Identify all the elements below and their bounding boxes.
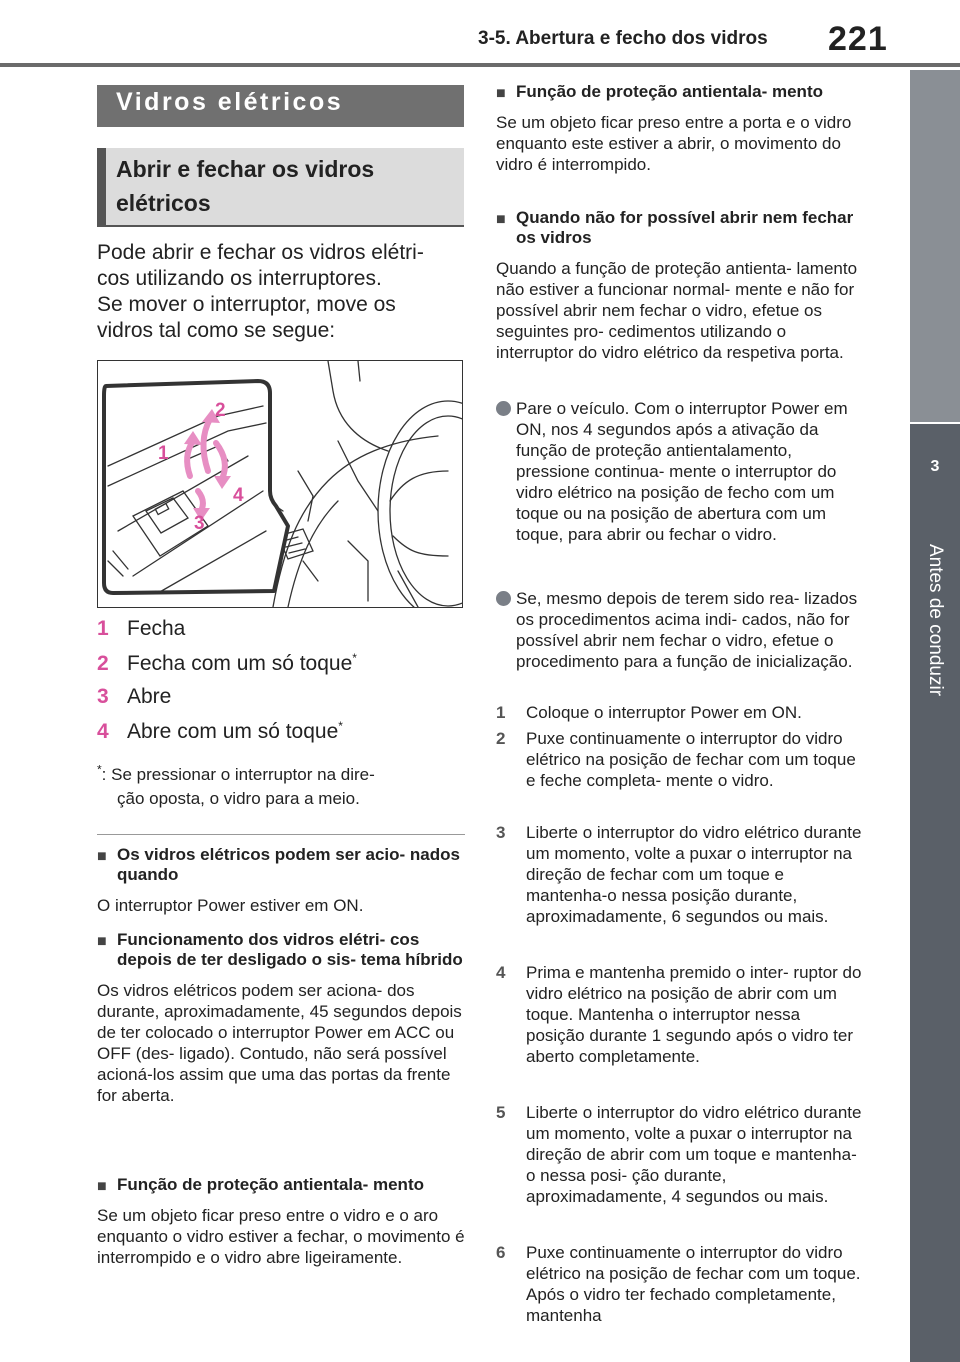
step-text: Liberte o interruptor do vidro elétrico durante um momento, volte a puxar o interruptor na direção de abrir com um toque e mantenha-o nessa posi- ção durante, aproximadamente, 4 segundos ou mais.	[526, 1103, 862, 1206]
square-bullet-icon: ■	[97, 933, 107, 950]
info-block	[97, 930, 465, 1106]
bullet-item	[496, 398, 862, 545]
legend-item	[97, 617, 465, 641]
info-block	[97, 1175, 465, 1268]
step-item	[496, 822, 862, 927]
bullet-text: Se, mesmo depois de terem sido rea- lizados os procedimentos acima indi- cados, não for possível abrir nem fechar o vidro, efetue o procedimento para a função de inicialização.	[516, 589, 858, 671]
footnote-mark: *	[97, 762, 102, 776]
running-header: 3-5. Abertura e fecho dos vidros	[478, 28, 768, 49]
square-bullet-icon: ■	[97, 848, 107, 865]
info-heading	[97, 1175, 465, 1195]
info-body: Se um objeto ficar preso entre a porta e o vidro enquanto este estiver a abrir, o movimento do vidro é interrompido.	[496, 113, 852, 174]
intro-line: cos utilizando os interruptores.	[97, 267, 382, 290]
callout-4: 4	[233, 485, 244, 506]
chapter-tab-upper	[910, 70, 960, 422]
step-item	[496, 1102, 862, 1207]
info-body: Se um objeto ficar preso entre o vidro e o aro enquanto o vidro estiver a fechar, o movimento é interrompido e o vidro abre ligeiramente.	[97, 1206, 465, 1267]
step-number: 6	[496, 1243, 506, 1262]
legend-text: Abre com um só toque	[127, 720, 339, 743]
section-title: Vidros elétricos	[116, 88, 344, 116]
legend-item	[97, 719, 465, 744]
info-heading	[97, 930, 465, 970]
callout-2: 2	[215, 400, 226, 421]
legend-item	[97, 685, 465, 709]
info-body: O interruptor Power estiver em ON.	[97, 896, 364, 915]
step-text: Puxe continuamente o interruptor do vidro elétrico na posição de fechar com um toque. Após o vidro ter fechado completamente, mantenha	[526, 1243, 861, 1325]
step-text: Puxe continuamente o interruptor do vidro elétrico na posição de fechar com um toque e feche completa- mente o vidro.	[526, 729, 856, 790]
legend-text: Abre	[127, 685, 172, 708]
intro-line: Se mover o interruptor, move os	[97, 293, 396, 316]
subsection-underline	[97, 225, 464, 227]
step-text: Coloque o interruptor Power em ON.	[526, 703, 802, 722]
legend-item	[97, 651, 465, 676]
step-number: 2	[496, 729, 506, 748]
legend-number: 2	[97, 652, 109, 675]
step-number: 5	[496, 1103, 506, 1122]
header-rule	[0, 63, 960, 67]
info-block	[97, 845, 465, 916]
info-heading	[97, 845, 465, 885]
intro-line: vidros tal como se segue:	[97, 319, 336, 342]
step-item	[496, 728, 862, 791]
subsection-title: Abrir e fechar os vidros elétricos	[116, 156, 375, 216]
bullet-dot-icon	[496, 591, 511, 606]
step-item	[496, 1242, 862, 1326]
chapter-label: Antes de conduzir	[925, 543, 946, 697]
info-heading-text: Função de proteção antientala- mento	[516, 82, 823, 101]
info-heading-text: Funcionamento dos vidros elétri- cos depois de ter desligado o sis- tema híbrido	[117, 930, 463, 969]
footnote-text: : Se pressionar o interruptor na dire-	[101, 764, 375, 784]
bullet-text: Pare o veículo. Com o interruptor Power em ON, nos 4 segundos após a ativação da função de proteção antientalamento, pressione continua- mente o interruptor do vidro elétrico na posição de fecho com um toque ou na posição de abertura com um toque, para abrir ou fechar o vidro.	[516, 399, 848, 544]
info-body: Os vidros elétricos podem ser aciona- dos durante, aproximadamente, 45 segundos depois de ter colocado o interruptor Power em ACC ou OFF (des- ligado). Contudo, não será possível acioná-los assim que uma das portas da frente for aberta.	[97, 981, 462, 1105]
square-bullet-icon: ■	[496, 211, 506, 228]
step-text: Liberte o interruptor do vidro elétrico durante um momento, volte a puxar o interruptor na direção de fechar com um toque e mantenha-o nessa posição durante, aproximadamente, 6 segundos ou mais.	[526, 823, 862, 926]
page-number: 221	[828, 20, 888, 58]
step-number: 4	[496, 963, 506, 982]
info-heading-text: Os vidros elétricos podem ser acio- nados quando	[117, 845, 460, 884]
info-block	[496, 82, 862, 175]
intro-text	[97, 240, 465, 344]
divider	[97, 834, 465, 835]
bullet-item	[496, 588, 862, 672]
legend-text: Fecha com um só toque	[127, 652, 353, 675]
step-number: 1	[496, 703, 506, 722]
info-heading-text: Quando não for possível abrir nem fechar os vidros	[516, 208, 854, 247]
step-item	[496, 962, 862, 1067]
legend-number: 4	[97, 720, 109, 743]
square-bullet-icon: ■	[97, 1178, 107, 1195]
footnote-line	[97, 762, 375, 784]
window-switch-illustration	[97, 360, 463, 608]
legend-star: *	[338, 719, 343, 733]
footnote	[97, 757, 467, 811]
subsection-bar	[97, 148, 106, 226]
step-text: Prima e mantenha premido o inter- ruptor do vidro elétrico na posição de abrir com um toque. Mantenha o interruptor nessa posição durante 1 segundo após o vidro ter aberto completamente.	[526, 963, 862, 1066]
step-number: 3	[496, 823, 506, 842]
legend-number: 3	[97, 685, 109, 708]
footnote-line: ção oposta, o vidro para a meio.	[117, 788, 360, 808]
intro-line: Pode abrir e fechar os vidros elétri-	[97, 241, 424, 264]
info-block	[496, 208, 862, 363]
legend-number: 1	[97, 617, 109, 640]
square-bullet-icon: ■	[496, 85, 506, 102]
legend-star: *	[352, 651, 357, 665]
bullet-dot-icon	[496, 401, 511, 416]
info-body: Quando a função de proteção antienta- lamento não estiver a funcionar normal- mente e não for possível abrir nem fechar o vidro, efetue os seguintes pro- cedimentos utilizando o interruptor do vidro elétrico da respetiva porta.	[496, 259, 858, 362]
step-item	[496, 702, 862, 723]
info-heading	[496, 208, 862, 248]
legend-text: Fecha	[127, 617, 186, 640]
callout-3: 3	[194, 513, 205, 534]
info-heading	[496, 82, 862, 102]
chapter-number: 3	[930, 458, 940, 475]
callout-1: 1	[158, 443, 169, 464]
info-heading-text: Função de proteção antientala- mento	[117, 1175, 424, 1194]
illustration-svg	[98, 361, 462, 607]
